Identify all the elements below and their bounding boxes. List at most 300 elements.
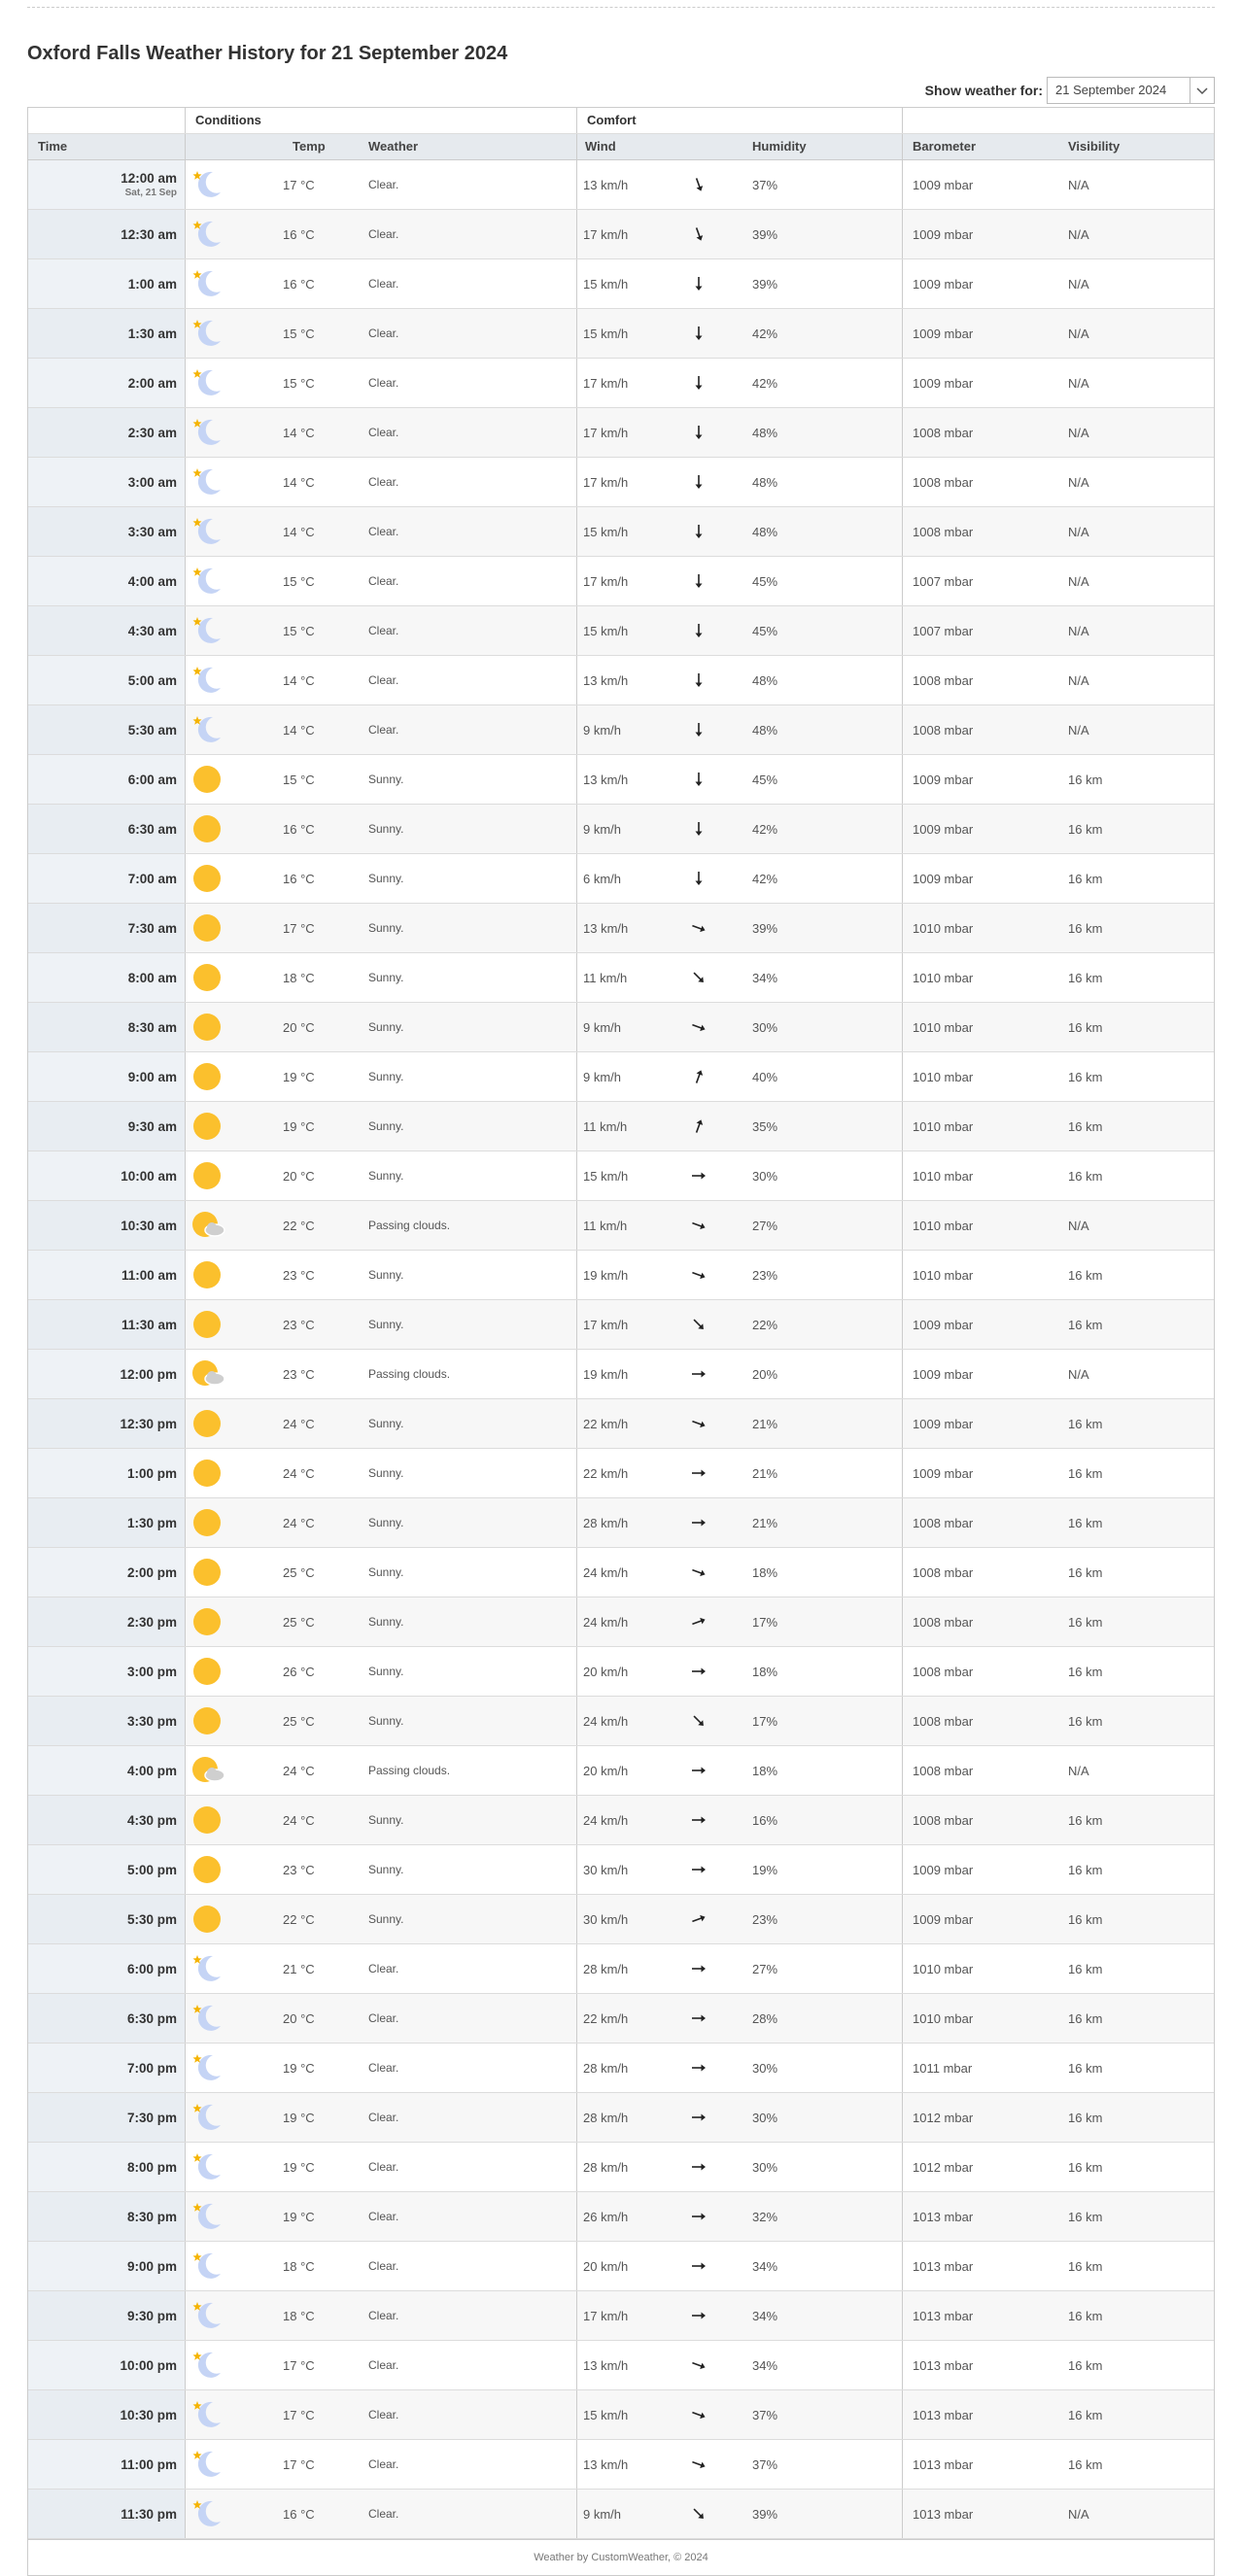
temp-cell: 17 °C [283, 2407, 315, 2422]
moon-clear-icon [186, 656, 263, 704]
time-cell [28, 2093, 186, 2142]
sun-icon [186, 1647, 263, 1696]
wind-cell: 17 km/h [583, 226, 629, 242]
humidity-cell: 19% [752, 1845, 903, 1894]
humidity-cell: 18% [752, 1746, 903, 1795]
wind-cell: 15 km/h [583, 623, 629, 638]
humidity-cell: 21% [752, 1498, 903, 1547]
wind-direction-arrow-icon [689, 210, 752, 258]
temp-cell: 14 °C [283, 722, 315, 738]
wind-direction-arrow-icon [689, 1994, 752, 2043]
table-row [28, 755, 1214, 805]
time-cell [28, 2341, 186, 2389]
temp-cell: 19 °C [283, 1118, 315, 1134]
wind-cell: 9 km/h [583, 2506, 622, 2522]
wind-direction-arrow-icon [689, 1399, 752, 1448]
wind-direction-arrow-icon [689, 755, 752, 804]
wind-direction-arrow-icon [689, 1746, 752, 1795]
barometer-cell: 1008 mbar [913, 1713, 974, 1729]
visibility-cell: 16 km [1068, 1862, 1103, 1877]
table-row [28, 1350, 1214, 1399]
weather-cell: Sunny. [359, 1151, 577, 1200]
wind-cell: 13 km/h [583, 2357, 629, 2373]
table-row [28, 805, 1214, 854]
time-label: 4:30 am [127, 623, 177, 638]
humidity-cell: 42% [752, 309, 903, 358]
time-label: 5:30 pm [126, 1911, 177, 1927]
chevron-down-icon[interactable] [1190, 78, 1214, 103]
visibility-cell: 16 km [1068, 1961, 1103, 1976]
barometer-cell: 1009 mbar [913, 1465, 974, 1481]
time-label: 9:00 pm [126, 2258, 177, 2274]
barometer-cell: 1009 mbar [913, 326, 974, 341]
humidity-cell: 27% [752, 1944, 903, 1993]
table-row [28, 854, 1214, 904]
temp-cell: 22 °C [283, 1218, 315, 1233]
table-row [28, 2291, 1214, 2341]
date-label: Sat, 21 Sep [124, 188, 177, 198]
humidity-cell: 16% [752, 1796, 903, 1844]
barometer-cell: 1007 mbar [913, 623, 974, 638]
humidity-cell: 18% [752, 1647, 903, 1696]
temp-cell: 16 °C [283, 226, 315, 242]
temp-cell: 15 °C [283, 772, 315, 787]
group-header-conditions: Conditions [186, 108, 577, 133]
date-select[interactable] [1047, 77, 1215, 104]
barometer-cell: 1008 mbar [913, 1763, 974, 1778]
weather-cell: Clear. [359, 1944, 577, 1993]
barometer-cell: 1010 mbar [913, 920, 974, 936]
time-label: 6:30 am [127, 821, 177, 837]
barometer-cell: 1009 mbar [913, 821, 974, 837]
table-row [28, 1003, 1214, 1052]
weather-cell: Clear. [359, 359, 577, 407]
sun-icon [186, 1052, 263, 1101]
table-row [28, 1300, 1214, 1350]
weather-cell: Sunny. [359, 1796, 577, 1844]
weather-cell: Clear. [359, 458, 577, 506]
moon-clear-icon [186, 259, 263, 308]
humidity-cell: 23% [752, 1895, 903, 1943]
barometer-cell: 1013 mbar [913, 2357, 974, 2373]
table-row [28, 2192, 1214, 2242]
weather-cell: Passing clouds. [359, 1746, 577, 1795]
temp-cell: 25 °C [283, 1614, 315, 1630]
weather-cell: Clear. [359, 2242, 577, 2290]
visibility-cell: N/A [1068, 524, 1089, 539]
barometer-cell: 1008 mbar [913, 524, 974, 539]
humidity-cell: 32% [752, 2192, 903, 2241]
weather-cell: Clear. [359, 2341, 577, 2389]
barometer-cell: 1010 mbar [913, 1218, 974, 1233]
time-label: 3:00 am [127, 474, 177, 490]
humidity-cell: 42% [752, 854, 903, 903]
temp-cell: 18 °C [283, 2258, 315, 2274]
moon-clear-icon [186, 309, 263, 358]
table-row [28, 2490, 1214, 2539]
table-row [28, 1994, 1214, 2044]
moon-clear-icon [186, 507, 263, 556]
barometer-cell: 1010 mbar [913, 1118, 974, 1134]
group-header-rest [903, 108, 1214, 133]
weather-cell: Passing clouds. [359, 1350, 577, 1398]
visibility-cell: N/A [1068, 177, 1089, 192]
wind-direction-arrow-icon [689, 1449, 752, 1497]
table-row [28, 1399, 1214, 1449]
visibility-cell: 16 km [1068, 1911, 1103, 1927]
temp-cell: 15 °C [283, 326, 315, 341]
time-label: 9:00 am [127, 1069, 177, 1084]
temp-cell: 24 °C [283, 1515, 315, 1530]
weather-cell: Clear. [359, 2143, 577, 2191]
weather-cell: Sunny. [359, 1697, 577, 1745]
wind-direction-arrow-icon [689, 2143, 752, 2191]
moon-clear-icon [186, 2341, 263, 2389]
wind-direction-arrow-icon [689, 160, 752, 209]
table-body [28, 160, 1214, 2539]
table-row [28, 1052, 1214, 1102]
wind-direction-arrow-icon [689, 408, 752, 457]
humidity-cell: 27% [752, 1201, 903, 1250]
table-row [28, 953, 1214, 1003]
time-label: 5:30 am [127, 722, 177, 738]
wind-cell: 20 km/h [583, 1763, 629, 1778]
weather-cell: Clear. [359, 2440, 577, 2489]
table-row [28, 1597, 1214, 1647]
weather-cell: Clear. [359, 259, 577, 308]
visibility-cell: 16 km [1068, 821, 1103, 837]
weather-cell: Sunny. [359, 1003, 577, 1051]
col-header-weather: Weather [359, 134, 577, 159]
sun-cloud-icon [186, 1350, 263, 1398]
weather-cell: Sunny. [359, 1399, 577, 1448]
sun-icon [186, 1548, 263, 1597]
time-label: 10:30 am [121, 1218, 177, 1233]
visibility-cell: 16 km [1068, 2308, 1103, 2323]
time-label: 4:30 pm [126, 1812, 177, 1828]
moon-clear-icon [186, 2192, 263, 2241]
barometer-cell: 1010 mbar [913, 1019, 974, 1035]
time-label: 5:00 pm [126, 1862, 177, 1877]
humidity-cell: 22% [752, 1300, 903, 1349]
table-row [28, 507, 1214, 557]
table-row [28, 1845, 1214, 1895]
visibility-cell: 16 km [1068, 1317, 1103, 1332]
weather-cell: Clear. [359, 705, 577, 754]
table-row [28, 458, 1214, 507]
visibility-cell: 16 km [1068, 1664, 1103, 1679]
sun-icon [186, 1449, 263, 1497]
time-label: 8:00 pm [126, 2159, 177, 2175]
humidity-cell: 48% [752, 656, 903, 704]
wind-cell: 11 km/h [583, 1218, 628, 1233]
visibility-cell: N/A [1068, 722, 1089, 738]
table-row [28, 1201, 1214, 1251]
humidity-cell: 37% [752, 2440, 903, 2489]
wind-direction-arrow-icon [689, 904, 752, 952]
weather-cell: Sunny. [359, 805, 577, 853]
wind-cell: 17 km/h [583, 425, 629, 440]
table-row [28, 557, 1214, 606]
table-row [28, 1548, 1214, 1597]
barometer-cell: 1008 mbar [913, 425, 974, 440]
temp-cell: 19 °C [283, 2209, 315, 2224]
time-cell [28, 408, 186, 457]
wind-cell: 13 km/h [583, 2456, 629, 2472]
wind-cell: 28 km/h [583, 1515, 629, 1530]
visibility-cell: N/A [1068, 375, 1089, 391]
table-row [28, 606, 1214, 656]
barometer-cell: 1009 mbar [913, 276, 974, 292]
wind-cell: 28 km/h [583, 2110, 629, 2125]
wind-direction-arrow-icon [689, 1151, 752, 1200]
time-label: 6:00 pm [126, 1961, 177, 1976]
weather-cell: Clear. [359, 2490, 577, 2538]
weather-cell: Clear. [359, 2093, 577, 2142]
time-label: 11:00 pm [121, 2456, 177, 2472]
temp-cell: 16 °C [283, 821, 315, 837]
weather-cell: Clear. [359, 557, 577, 605]
time-label: 7:00 am [127, 871, 177, 886]
moon-clear-icon [186, 2093, 263, 2142]
visibility-cell: N/A [1068, 474, 1089, 490]
moon-clear-icon [186, 606, 263, 655]
temp-cell: 17 °C [283, 920, 315, 936]
time-label: 11:30 am [121, 1317, 177, 1332]
table-row [28, 2390, 1214, 2440]
humidity-cell: 30% [752, 2143, 903, 2191]
barometer-cell: 1008 mbar [913, 1812, 974, 1828]
weather-cell: Sunny. [359, 1102, 577, 1151]
time-cell [28, 755, 186, 804]
sun-icon [186, 1697, 263, 1745]
barometer-cell: 1008 mbar [913, 672, 974, 688]
humidity-cell: 30% [752, 1151, 903, 1200]
humidity-cell: 45% [752, 557, 903, 605]
visibility-cell: 16 km [1068, 1564, 1103, 1580]
temp-cell: 19 °C [283, 2110, 315, 2125]
weather-cell: Sunny. [359, 1449, 577, 1497]
humidity-cell: 30% [752, 2044, 903, 2092]
time-label: 12:30 am [121, 226, 177, 242]
time-label: 4:00 am [127, 573, 177, 589]
visibility-cell: 16 km [1068, 1812, 1103, 1828]
wind-direction-arrow-icon [689, 2440, 752, 2489]
table-row [28, 1102, 1214, 1151]
time-cell [28, 1944, 186, 1993]
barometer-cell: 1010 mbar [913, 2010, 974, 2026]
weather-cell: Clear. [359, 656, 577, 704]
humidity-cell: 42% [752, 359, 903, 407]
wind-cell: 13 km/h [583, 772, 629, 787]
sun-icon [186, 805, 263, 853]
sun-icon [186, 904, 263, 952]
time-label: 1:30 am [127, 326, 177, 341]
table-row [28, 1697, 1214, 1746]
visibility-cell: N/A [1068, 1763, 1089, 1778]
temp-cell: 19 °C [283, 2159, 315, 2175]
wind-direction-arrow-icon [689, 2044, 752, 2092]
barometer-cell: 1009 mbar [913, 177, 974, 192]
top-divider [27, 7, 1215, 8]
humidity-cell: 17% [752, 1697, 903, 1745]
humidity-cell: 18% [752, 1548, 903, 1597]
weather-cell: Sunny. [359, 1647, 577, 1696]
time-label: 11:00 am [121, 1267, 177, 1283]
time-cell [28, 359, 186, 407]
barometer-cell: 1009 mbar [913, 1366, 974, 1382]
time-cell [28, 2044, 186, 2092]
wind-cell: 9 km/h [583, 1019, 622, 1035]
sun-icon [186, 1003, 263, 1051]
time-cell [28, 1746, 186, 1795]
temp-cell: 18 °C [283, 970, 315, 985]
humidity-cell: 28% [752, 1994, 903, 2043]
time-cell [28, 2192, 186, 2241]
temp-cell: 16 °C [283, 276, 315, 292]
sun-icon [186, 854, 263, 903]
weather-cell: Sunny. [359, 1498, 577, 1547]
time-cell [28, 805, 186, 853]
time-cell [28, 259, 186, 308]
time-cell [28, 507, 186, 556]
moon-clear-icon [186, 1994, 263, 2043]
moon-clear-icon [186, 359, 263, 407]
wind-cell: 28 km/h [583, 2060, 629, 2076]
weather-history-table [27, 107, 1215, 2576]
temp-cell: 26 °C [283, 1664, 315, 1679]
temp-cell: 14 °C [283, 524, 315, 539]
barometer-cell: 1008 mbar [913, 722, 974, 738]
weather-cell: Sunny. [359, 1597, 577, 1646]
time-label: 10:30 pm [120, 2407, 177, 2422]
humidity-cell: 39% [752, 2490, 903, 2538]
barometer-cell: 1008 mbar [913, 1564, 974, 1580]
table-row [28, 1796, 1214, 1845]
temp-cell: 18 °C [283, 2308, 315, 2323]
humidity-cell: 30% [752, 2093, 903, 2142]
wind-direction-arrow-icon [689, 705, 752, 754]
temp-cell: 20 °C [283, 1168, 315, 1184]
wind-direction-arrow-icon [689, 1895, 752, 1943]
moon-clear-icon [186, 160, 263, 209]
temp-cell: 24 °C [283, 1465, 315, 1481]
time-label: 7:30 am [127, 920, 177, 936]
weather-cell: Clear. [359, 2192, 577, 2241]
time-cell [28, 1251, 186, 1299]
time-cell [28, 1597, 186, 1646]
humidity-cell: 48% [752, 507, 903, 556]
date-select-value[interactable]: 21 September 2024 [1055, 83, 1167, 97]
wind-cell: 28 km/h [583, 1961, 629, 1976]
visibility-cell: N/A [1068, 573, 1089, 589]
wind-cell: 9 km/h [583, 722, 622, 738]
barometer-cell: 1012 mbar [913, 2159, 974, 2175]
wind-cell: 24 km/h [583, 1713, 629, 1729]
wind-direction-arrow-icon [689, 1697, 752, 1745]
humidity-cell: 34% [752, 2242, 903, 2290]
col-header-icon [186, 134, 263, 159]
time-cell [28, 210, 186, 258]
temp-cell: 23 °C [283, 1317, 315, 1332]
temp-cell: 16 °C [283, 2506, 315, 2522]
table-row [28, 656, 1214, 705]
barometer-cell: 1013 mbar [913, 2407, 974, 2422]
wind-direction-arrow-icon [689, 805, 752, 853]
visibility-cell: N/A [1068, 672, 1089, 688]
table-row [28, 2093, 1214, 2143]
moon-clear-icon [186, 2242, 263, 2290]
wind-cell: 15 km/h [583, 1168, 629, 1184]
date-picker [925, 77, 1215, 104]
page-title: Oxford Falls Weather History for 21 September 2024 [27, 43, 508, 64]
sun-icon [186, 1845, 263, 1894]
moon-clear-icon [186, 408, 263, 457]
barometer-cell: 1007 mbar [913, 573, 974, 589]
weather-cell: Clear. [359, 2291, 577, 2340]
wind-cell: 9 km/h [583, 821, 622, 837]
time-label: 1:00 am [127, 276, 177, 292]
barometer-cell: 1012 mbar [913, 2110, 974, 2125]
humidity-cell: 39% [752, 904, 903, 952]
wind-direction-arrow-icon [689, 854, 752, 903]
visibility-cell: 16 km [1068, 1614, 1103, 1630]
moon-clear-icon [186, 2490, 263, 2538]
humidity-cell: 39% [752, 259, 903, 308]
weather-cell: Sunny. [359, 1300, 577, 1349]
sun-icon [186, 1399, 263, 1448]
visibility-cell: N/A [1068, 623, 1089, 638]
temp-cell: 25 °C [283, 1713, 315, 1729]
moon-clear-icon [186, 2390, 263, 2439]
wind-cell: 11 km/h [583, 970, 628, 985]
time-cell [28, 1449, 186, 1497]
sun-icon [186, 1895, 263, 1943]
sun-icon [186, 1102, 263, 1151]
weather-cell: Clear. [359, 2044, 577, 2092]
barometer-cell: 1013 mbar [913, 2209, 974, 2224]
group-header-comfort: Comfort [577, 108, 903, 133]
temp-cell: 19 °C [283, 1069, 315, 1084]
humidity-cell: 17% [752, 1597, 903, 1646]
weather-cell: Clear. [359, 160, 577, 209]
temp-cell: 20 °C [283, 2010, 315, 2026]
time-cell [28, 2242, 186, 2290]
barometer-cell: 1009 mbar [913, 375, 974, 391]
wind-direction-arrow-icon [689, 1350, 752, 1398]
moon-clear-icon [186, 1944, 263, 1993]
humidity-cell: 21% [752, 1399, 903, 1448]
visibility-cell: 16 km [1068, 2209, 1103, 2224]
wind-direction-arrow-icon [689, 1102, 752, 1151]
wind-direction-arrow-icon [689, 359, 752, 407]
time-cell [28, 2440, 186, 2489]
sun-icon [186, 1300, 263, 1349]
humidity-cell: 34% [752, 2291, 903, 2340]
humidity-cell: 40% [752, 1052, 903, 1101]
time-label: 9:30 am [127, 1118, 177, 1134]
time-label: 7:00 pm [126, 2060, 177, 2076]
barometer-cell: 1009 mbar [913, 1862, 974, 1877]
wind-cell: 22 km/h [583, 1416, 629, 1431]
humidity-cell: 48% [752, 705, 903, 754]
weather-cell: Clear. [359, 1994, 577, 2043]
time-label: 2:30 pm [126, 1614, 177, 1630]
visibility-cell: N/A [1068, 276, 1089, 292]
moon-clear-icon [186, 2044, 263, 2092]
temp-cell: 15 °C [283, 573, 315, 589]
table-row [28, 1151, 1214, 1201]
